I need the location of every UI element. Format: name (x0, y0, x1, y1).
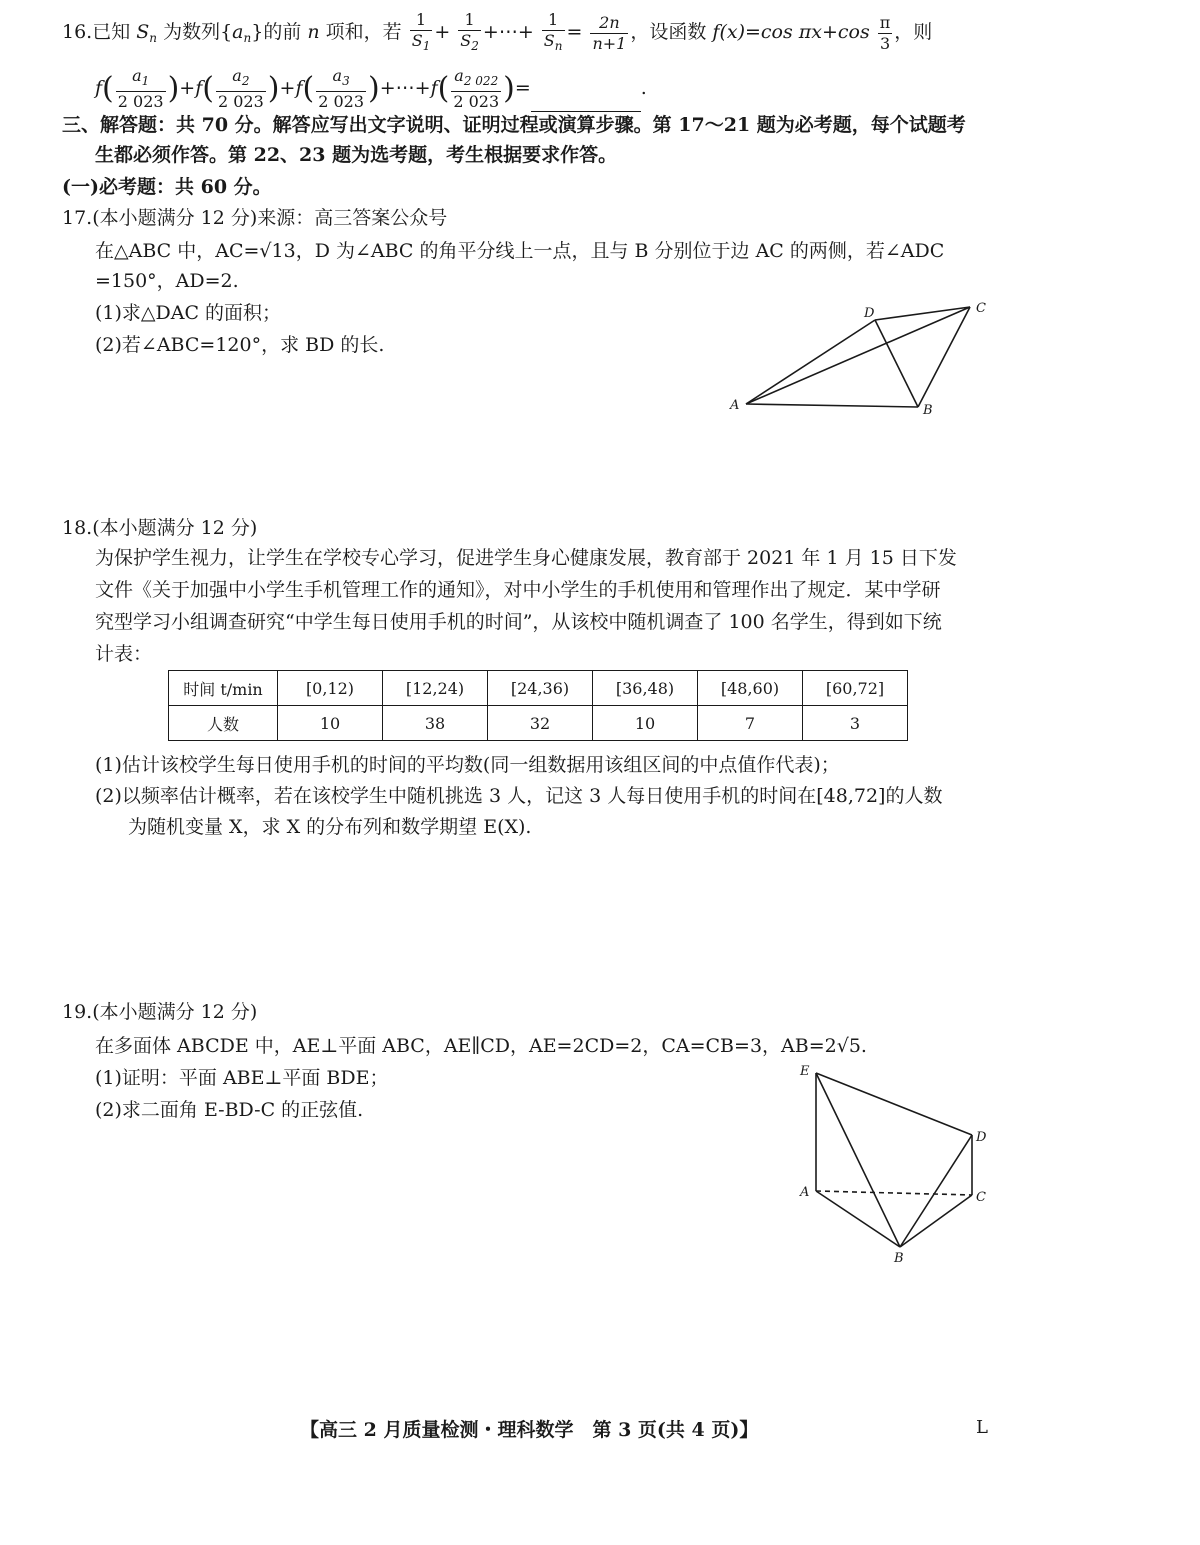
q18-part1: (1)估计该校学生每日使用手机的时间的平均数(同一组数据用该组区间的中点值作代表)； (95, 754, 840, 776)
q18-line3: 究型学习小组调查研究“中学生每日使用手机的时间”，从该校中随机调查了 100 名学生，得到如下统 (95, 611, 942, 633)
q19-polyhedron-figure (790, 1055, 1000, 1270)
edge-ed (816, 1073, 972, 1135)
answer-blank (531, 91, 641, 112)
fraction-pi-over-3: $\frac{\pi}{3}$ (879, 12, 891, 53)
table-header-count: 人数 (169, 706, 278, 741)
segment-ad (746, 320, 875, 404)
table-cell: 3 (803, 706, 908, 741)
q17-part2: (2)若∠ABC=120°，求 BD 的长. (95, 334, 385, 356)
edge-bc (900, 1195, 972, 1247)
term-a2: $\frac{a_2}{2 023}$ (217, 66, 264, 111)
q17-title: 17.(本小题满分 12 分)来源：高三答案公众号 (62, 207, 448, 229)
q18-stat-table (168, 670, 908, 741)
q17-part1: (1)求△DAC 的面积； (95, 302, 282, 324)
q16-line2: f( $\frac{a_1}{2 023}$ )+f( $\frac{a_2}{2 023}$ )+f( $\frac{a_3}{2 023}$ )+⋯+f( $\frac{a_{2 022}}{2 023}$ )= . (95, 66, 647, 111)
label-b: B (923, 403, 933, 418)
q19-part2: (2)求二面角 E-BD-C 的正弦值. (95, 1099, 364, 1121)
table-cell: 7 (698, 706, 803, 741)
edge-ac-hidden (816, 1191, 972, 1195)
label-c: C (976, 1190, 986, 1205)
edge-ab (816, 1191, 900, 1247)
q18-part2a: (2)以频率估计概率，若在该校学生中随机挑选 3 人，记这 3 人每日使用手机的时间在[48,72]的人数 (95, 785, 943, 807)
q17-triangle-figure (720, 290, 1000, 420)
label-e: E (800, 1064, 810, 1079)
label-d: D (976, 1130, 987, 1145)
label-b: B (894, 1251, 904, 1266)
section3-line1: 三、解答题：共 70 分。解答应写出文字说明、证明过程或演算步骤。第 17～21 题为必考题，每个试题考 (62, 114, 966, 136)
label-a: A (730, 398, 740, 413)
table-header-time: 时间 t/min (169, 671, 278, 706)
term-a2022: $\frac{a_{2 022}}{2 023}$ (453, 66, 500, 111)
segment-bc (918, 307, 970, 407)
table-cell: [36,48) (593, 671, 698, 706)
term-a1: $\frac{a_1}{2 023}$ (117, 66, 164, 111)
section3-line2: 生都必须作答。第 22、23 题为选考题，考生根据要求作答。 (95, 144, 618, 166)
table-cell: [60,72] (803, 671, 908, 706)
table-cell: [48,60) (698, 671, 803, 706)
fraction-2n-over-n-plus-1: $\frac{2n}{n+1}$ (592, 12, 627, 53)
table-cell: 38 (383, 706, 488, 741)
edge-bd (900, 1135, 972, 1247)
edge-eb (816, 1073, 900, 1247)
fraction-1-over-sn: $\frac{1}{S_n}$ (542, 10, 565, 56)
segment-ab (746, 404, 918, 407)
page-footer: 【高三 2 月质量检测・理科数学 第 3 页(共 4 页)】 (300, 1419, 759, 1441)
q17-line1: 在△ABC 中，AC=√13，D 为∠ABC 的角平分线上一点，且与 B 分别位于边 AC 的两侧，若∠ADC (95, 240, 945, 262)
label-c: C (976, 301, 986, 316)
fraction-1-over-s2: $\frac{1}{S_2}$ (458, 10, 481, 56)
section3-sub: (一)必考题：共 60 分。 (62, 176, 272, 198)
table-cell: [12,24) (383, 671, 488, 706)
term-a3: $\frac{a_3}{2 023}$ (318, 66, 365, 111)
q18-line2: 文件《关于加强中小学生手机管理工作的通知》，对中小学生的手机使用和管理作出了规定．某中学研 (95, 579, 941, 601)
q19-line1: 在多面体 ABCDE 中，AE⊥平面 ABC，AE∥CD，AE=2CD=2，CA=CB=3，AB=2√5. (95, 1035, 867, 1057)
q16-line1: 16.已知 $S_n$ 为数列$\{a_n\}$的前 n 项和，若 $\frac{1}{S_1}$ + $\frac{1}{S_2}$ +⋯+ $\frac{1}{S_n}$ = $\frac{2n}{n+1}$ ，设函数 f(x)=cos πx+cos $\frac{\pi}{3}$ ，则 (62, 10, 932, 56)
label-a: A (800, 1185, 810, 1200)
footer-letter: L (976, 1417, 988, 1438)
q16-number: 16. (62, 21, 93, 43)
table-cell: 32 (488, 706, 593, 741)
q18-line1: 为保护学生视力，让学生在学校专心学习，促进学生身心健康发展，教育部于 2021 年 1 月 15 日下发 (95, 547, 957, 569)
table-cell: 10 (593, 706, 698, 741)
table-row (169, 671, 908, 706)
q19-part1: (1)证明：平面 ABE⊥平面 BDE； (95, 1067, 389, 1089)
table-cell: [24,36) (488, 671, 593, 706)
label-d: D (864, 306, 875, 321)
q17-line2: =150°，AD=2. (95, 270, 239, 292)
fraction-1-over-s1: $\frac{1}{S_1}$ (410, 10, 433, 56)
q18-line4: 计表： (95, 643, 153, 665)
table-cell: [0,12) (278, 671, 383, 706)
table-cell: 10 (278, 706, 383, 741)
q18-part2b: 为随机变量 X，求 X 的分布列和数学期望 E(X). (128, 816, 532, 838)
q19-title: 19.(本小题满分 12 分) (62, 1001, 258, 1023)
segment-ac (746, 307, 970, 404)
table-row (169, 706, 908, 741)
q18-title: 18.(本小题满分 12 分) (62, 517, 258, 539)
